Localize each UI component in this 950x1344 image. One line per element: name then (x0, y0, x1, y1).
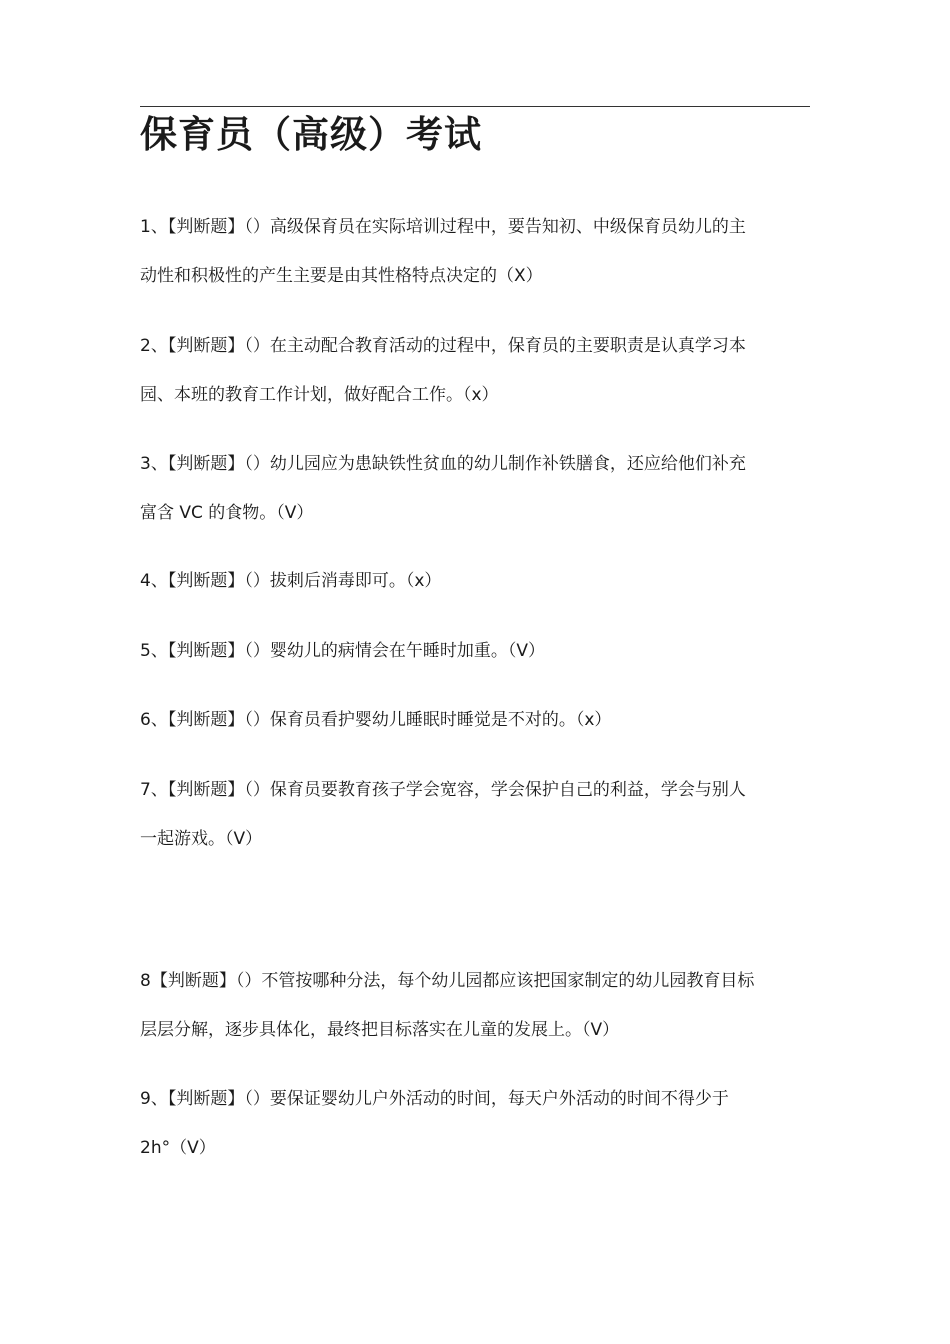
question-text: 富含 VC 的食物。（V） (140, 503, 314, 523)
question-text: 6、【判断题】（）保育员看护婴幼儿睡眠时睡觉是不对的。（x） (140, 710, 612, 730)
question-text: 7、【判断题】（）保育员要教育孩子学会宽容，学会保护自己的利益，学会与别人 (140, 780, 746, 800)
question-text: 4、【判断题】（）拔刺后消毒即可。（x） (140, 571, 442, 591)
question-text: 2、【判断题】（）在主动配合教育活动的过程中，保育员的主要职责是认真学习本 (140, 336, 746, 356)
top-rule (140, 106, 810, 107)
question-item (140, 1075, 810, 1173)
question-text: 9、【判断题】（）要保证婴幼儿户外活动的时间，每天户外活动的时间不得少于 (140, 1089, 729, 1109)
question-text: 1、【判断题】（）高级保育员在实际培训过程中，要告知初、中级保育员幼儿的主 (140, 217, 746, 237)
question-text: 5、【判断题】（）婴幼儿的病情会在午睡时加重。（V） (140, 641, 545, 661)
question-text: 8【判断题】（）不管按哪种分法，每个幼儿园都应该把国家制定的幼儿园教育目标 (140, 971, 755, 991)
question-text: 动性和积极性的产生主要是由其性格特点决定的（X） (140, 266, 543, 286)
question-text: 2h°（V） (140, 1138, 216, 1158)
question-item (140, 957, 810, 1055)
question-item (140, 557, 810, 606)
question-text: 层层分解，逐步具体化，最终把目标落实在儿童的发展上。（V） (140, 1020, 620, 1040)
question-item (140, 440, 810, 538)
question-text: 3、【判断题】（）幼儿园应为患缺铁性贫血的幼儿制作补铁膳食，还应给他们补充 (140, 454, 746, 474)
question-text: 园、本班的教育工作计划，做好配合工作。（x） (140, 385, 499, 405)
question-text: 一起游戏。（V） (140, 829, 263, 849)
question-item (140, 322, 810, 420)
question-item (140, 627, 810, 676)
question-item (140, 203, 810, 301)
question-item (140, 696, 810, 745)
question-item (140, 766, 810, 864)
page-title: 保育员（高级）考试 (140, 113, 482, 156)
